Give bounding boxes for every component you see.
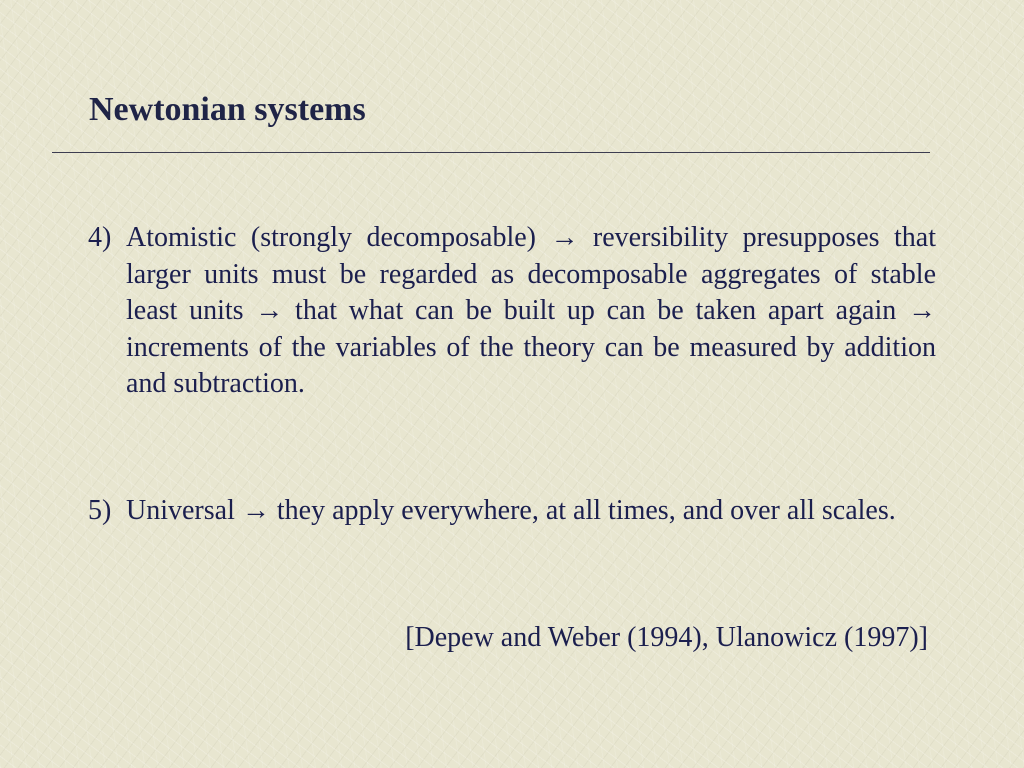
list-item-5: [88, 493, 936, 530]
list-item-4: [88, 220, 936, 403]
list-item-text: Atomistic (strongly decomposable) → reversibility presupposes that larger units must be regarded as decomposable aggregates of stable least units → that what can be built up can be taken apart again → increments of the variables of the theory can be measured by addition and subtraction.: [126, 222, 936, 399]
citation: [Depew and Weber (1994), Ulanowicz (1997)]: [405, 622, 928, 653]
slide-title: Newtonian systems: [89, 91, 366, 128]
list-item-number: 4): [88, 222, 112, 253]
list-item-number: 5): [88, 495, 112, 526]
list-item-text: Universal → they apply everywhere, at all times, and over all scales.: [126, 495, 896, 526]
title-divider: [52, 152, 930, 153]
